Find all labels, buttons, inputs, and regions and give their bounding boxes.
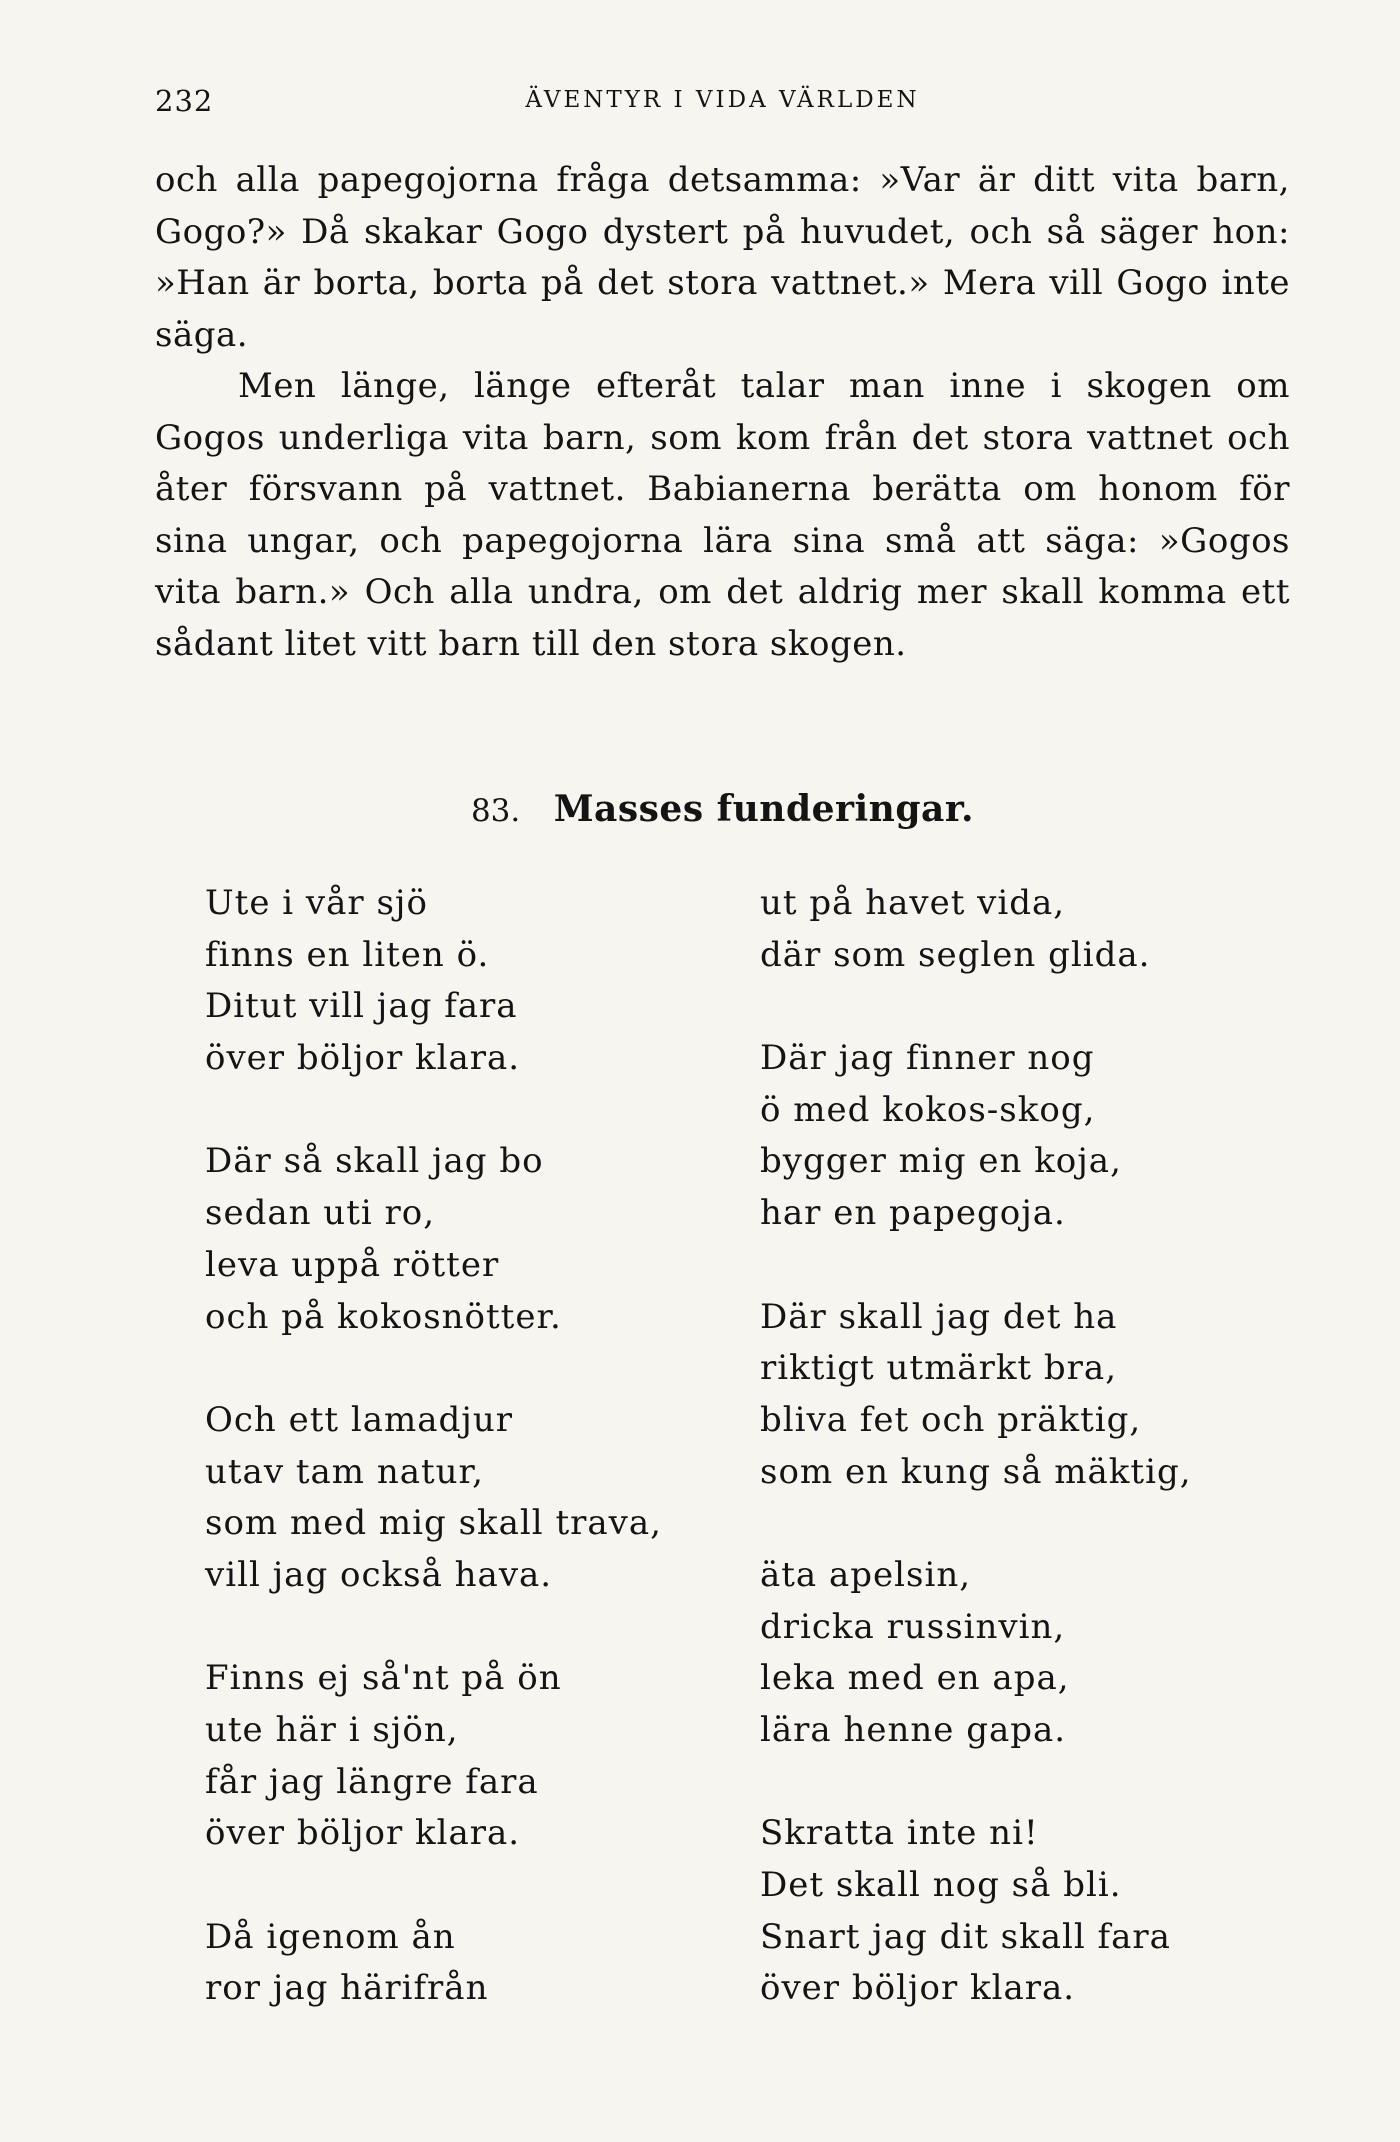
poem-line: utav tam natur, bbox=[205, 1451, 484, 1492]
poem-line: bliva fet och präktig, bbox=[760, 1399, 1142, 1440]
poem-line: Där så skall jag bo bbox=[205, 1141, 544, 1182]
poem-line: som med mig skall trava, bbox=[205, 1503, 662, 1544]
poem-stanza bbox=[205, 1395, 662, 1602]
poem-line: Skratta inte ni! bbox=[760, 1813, 1039, 1854]
poem-line: Och ett lamadjur bbox=[205, 1399, 513, 1440]
poem-line: över böljor klara. bbox=[205, 1813, 521, 1854]
page-number: 232 bbox=[155, 84, 214, 118]
poem-title: Masses funderingar. bbox=[553, 788, 975, 830]
poem-line: riktigt utmärkt bra, bbox=[760, 1348, 1117, 1389]
poem-line: och på kokosnötter. bbox=[205, 1296, 562, 1337]
poem-line: över böljor klara. bbox=[205, 1038, 521, 1079]
poem-left-column bbox=[205, 878, 662, 2067]
poem-line: ut på havet vida, bbox=[760, 883, 1066, 923]
poem-line: ö med kokos-skog, bbox=[760, 1089, 1096, 1130]
poem-stanza bbox=[205, 1653, 662, 1860]
page-header bbox=[155, 84, 1290, 124]
poem-stanza bbox=[205, 1912, 662, 2015]
poem-line: Snart jag dit skall fara bbox=[760, 1916, 1171, 1957]
poem-stanza bbox=[760, 1550, 1192, 1757]
poem-line: sedan uti ro, bbox=[205, 1193, 436, 1234]
poem-stanza bbox=[760, 1808, 1192, 2015]
poem-line: vill jag också hava. bbox=[205, 1554, 553, 1595]
poem-line: Ditut vill jag fara bbox=[205, 986, 518, 1027]
poem-line: lära henne gapa. bbox=[760, 1710, 1067, 1750]
prose-section bbox=[155, 155, 1290, 670]
poem-line: har en papegoja. bbox=[760, 1193, 1066, 1234]
poem-line: leka med en apa, bbox=[760, 1658, 1070, 1699]
poem-line: Ute i vår sjö bbox=[205, 883, 428, 923]
poem-line: får jag längre fara bbox=[205, 1761, 539, 1802]
poem-line: bygger mig en koja, bbox=[760, 1141, 1122, 1182]
poem-stanza bbox=[205, 1136, 662, 1343]
poem-line: äta apelsin, bbox=[760, 1554, 972, 1595]
poem-stanza bbox=[760, 1033, 1192, 1240]
poem-line: ror jag härifrån bbox=[205, 1968, 489, 2009]
poem-line: dricka russinvin, bbox=[760, 1606, 1066, 1647]
poem-line: som en kung så mäktig, bbox=[760, 1451, 1192, 1492]
poem-right-column bbox=[760, 878, 1192, 2067]
poem-number: 83. bbox=[470, 793, 521, 829]
poem-line: Där jag finner nog bbox=[760, 1038, 1095, 1079]
poem-line: leva uppå rötter bbox=[205, 1244, 500, 1285]
running-title: ÄVENTYR I VIDA VÄRLDEN bbox=[525, 87, 920, 113]
poem-line: Då igenom ån bbox=[205, 1916, 456, 1957]
paragraph-1: och alla papegojorna fråga detsamma: »Var är ditt vita barn, Gogo?» Då skakar Gogo dystert på huvudet, och så säger hon: »Han är borta, borta på det stora vattnet.» Mera vill Gogo inte säga. bbox=[155, 160, 1290, 355]
poem-line: Där skall jag det ha bbox=[760, 1296, 1118, 1337]
poem-line: Finns ej så'nt på ön bbox=[205, 1658, 562, 1699]
poem-line: där som seglen glida. bbox=[760, 934, 1151, 975]
poem-line: finns en liten ö. bbox=[205, 934, 490, 975]
poem-stanza bbox=[760, 878, 1192, 981]
poem-stanza bbox=[205, 878, 662, 1085]
poem-stanza bbox=[760, 1292, 1192, 1499]
paragraph-2: Men länge, länge efteråt talar man inne i skogen om Gogos underliga vita barn, som kom från det stora vattnet och åter försvann på vattnet. Babianerna berätta om honom för sina ungar, och papegojorna lära sina små att säga: »Gogos vita barn.» Och alla undra, om det aldrig mer skall komma ett sådant litet vitt barn till den stora skogen. bbox=[155, 366, 1290, 664]
poem-line: Det skall nog så bli. bbox=[760, 1865, 1122, 1906]
poem-line: över böljor klara. bbox=[760, 1968, 1076, 2009]
poem-line: ute här i sjön, bbox=[205, 1710, 459, 1750]
poem-heading bbox=[155, 788, 1290, 830]
